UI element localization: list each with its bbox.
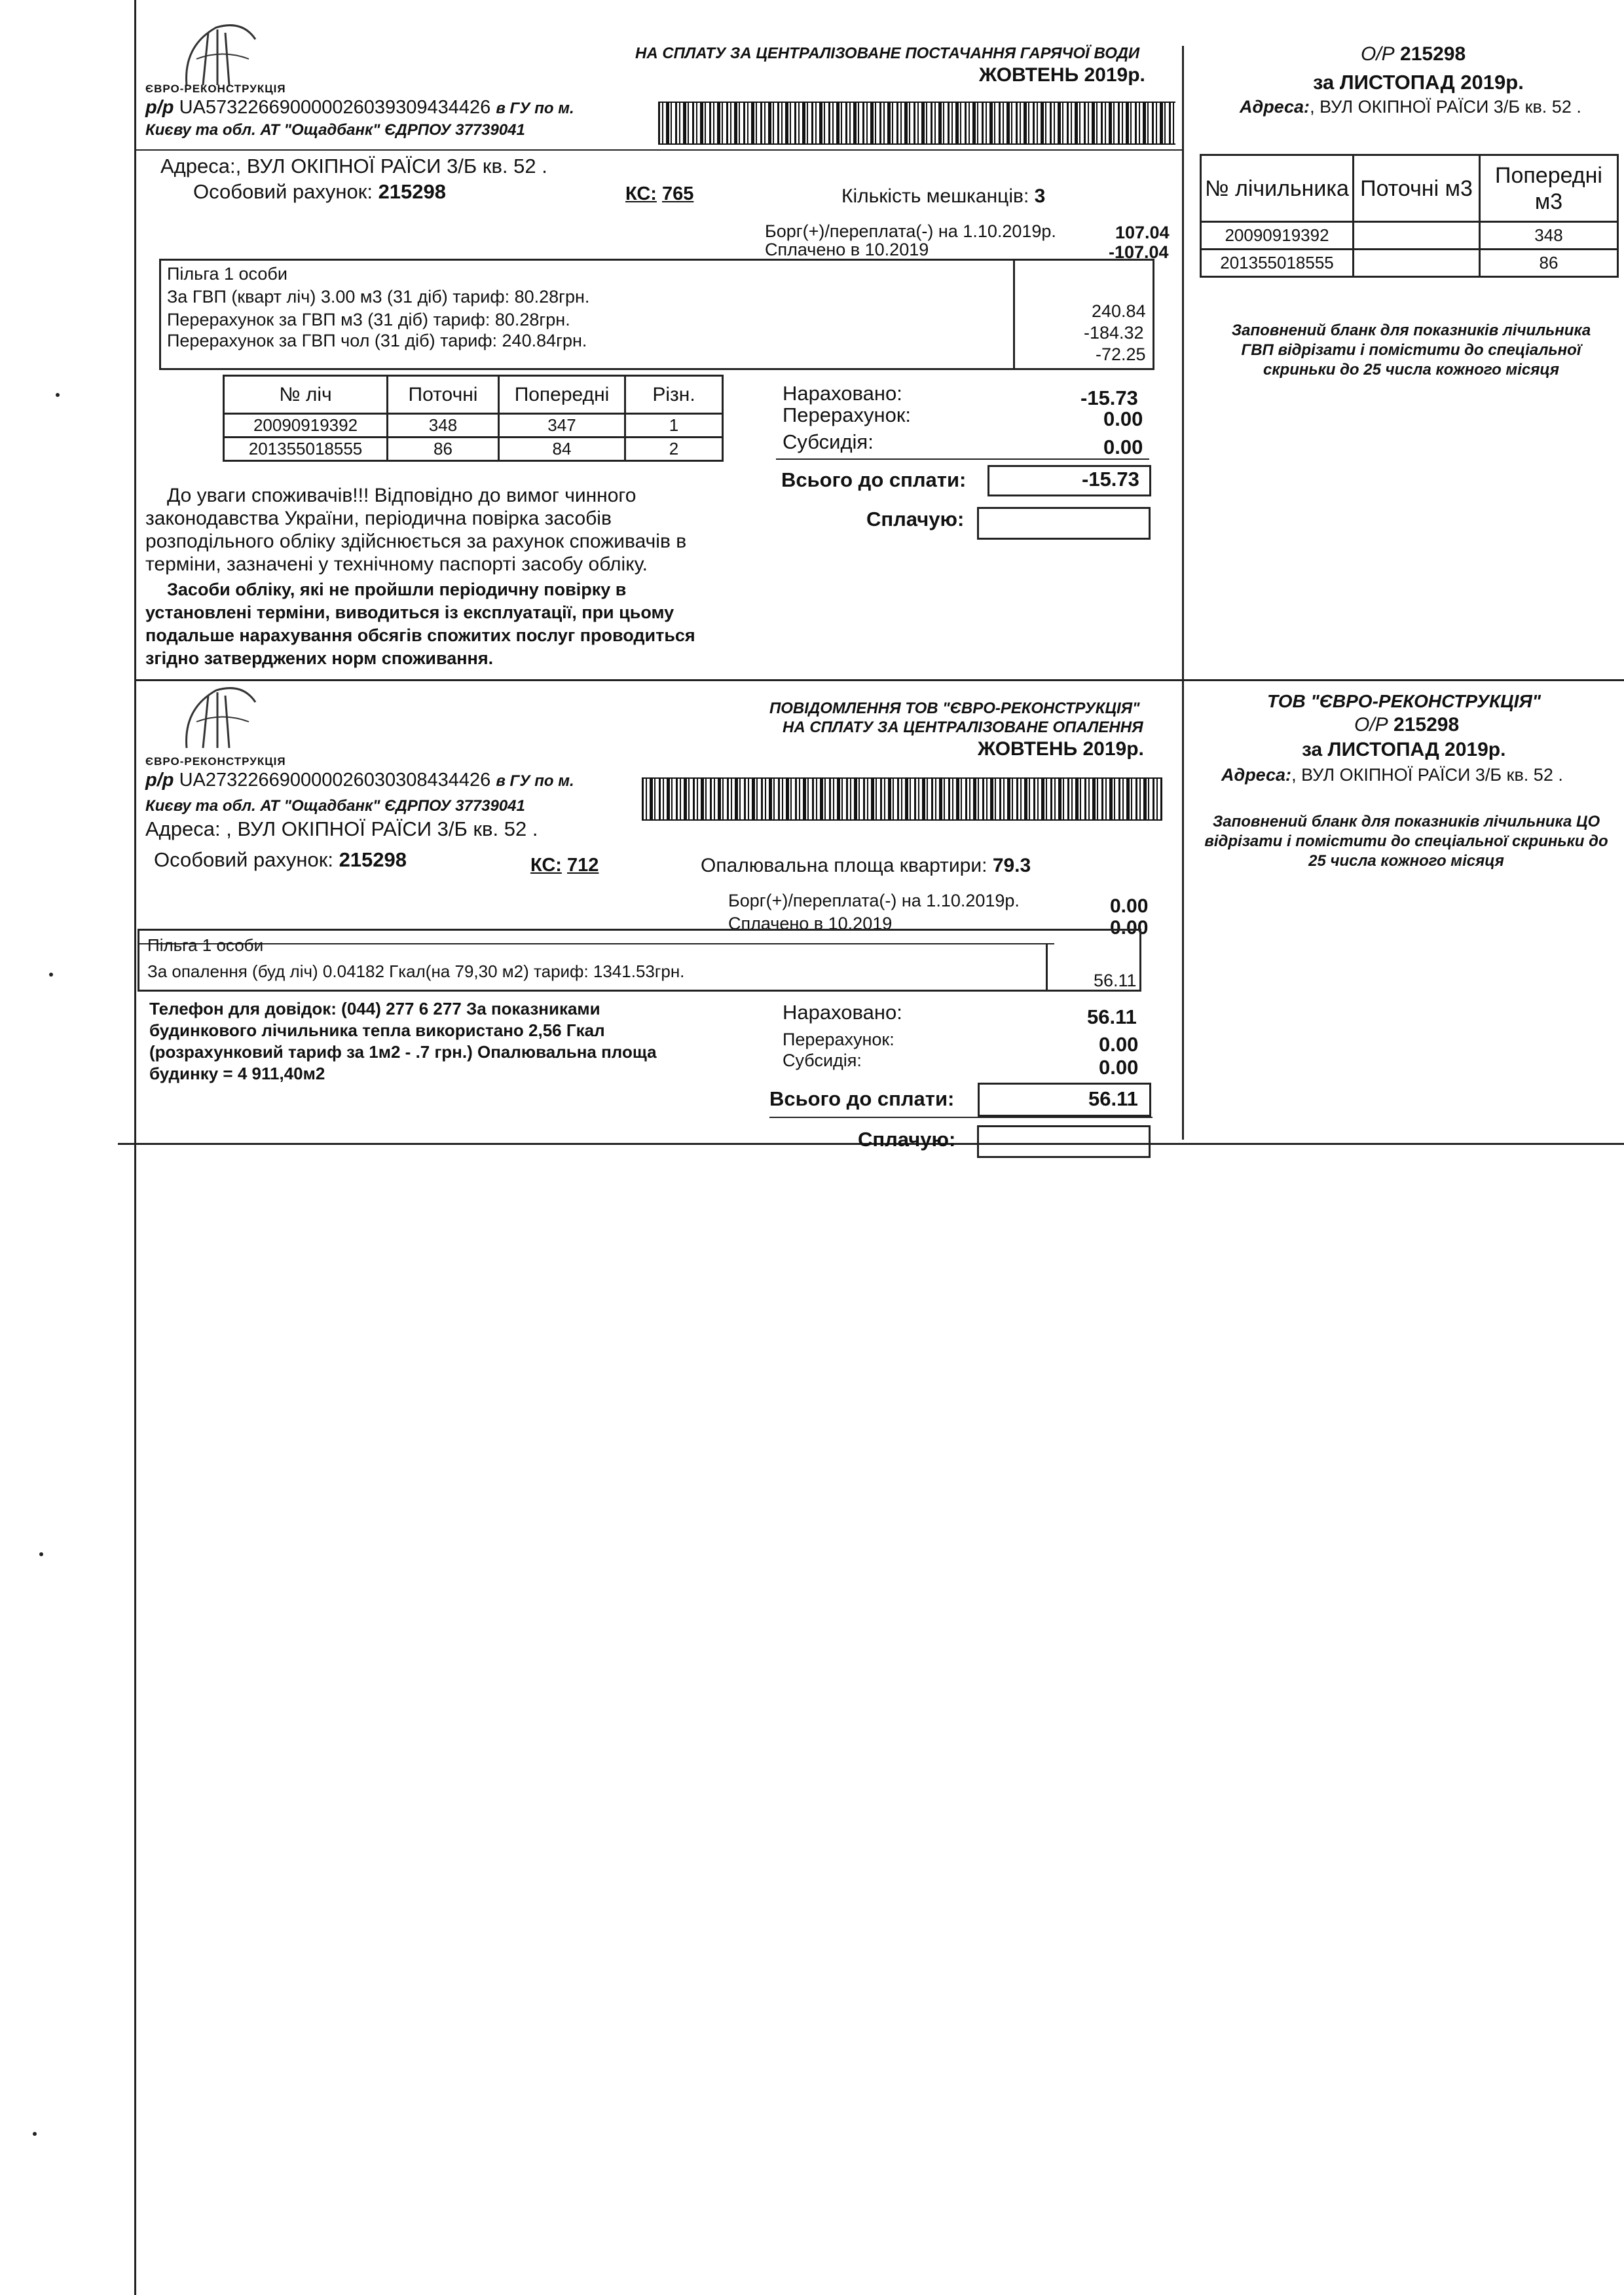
stub-divider-bottom [1182, 681, 1184, 1140]
account-iban: UA273226690000026030308434426 [179, 770, 491, 791]
left-margin-line [134, 0, 136, 2295]
hw-notice-bold-line: Засоби обліку, які не пройшли періодичну повірку в [167, 580, 627, 599]
punch-hole-dot [56, 393, 60, 397]
heat-charges-box [138, 929, 1141, 992]
address-value: , ВУЛ ОКІПНОЇ РАЇСИ 3/Б кв. 52 . [1291, 765, 1563, 785]
area-label: Опалювальна площа квартири: [701, 855, 987, 876]
hw-notice-line: розподільного обліку здійснюється за рахунок споживачів в [145, 531, 687, 552]
area-value: 79.3 [992, 855, 1031, 876]
hw-stub-note [1202, 321, 1621, 380]
op-value: 215298 [1393, 714, 1460, 736]
heat-total-rule [769, 1117, 1153, 1118]
heat-accrued-label: Нараховано: [783, 1001, 902, 1024]
hw-notice-bold-line: згідно затверджених норм споживання. [145, 648, 494, 668]
op-label: О/Р [1361, 43, 1395, 65]
heat-paid-value: 0.00 [1110, 917, 1149, 939]
heat-total-label: Всього до сплати: [769, 1087, 955, 1110]
note-line: скриньки до 25 числа кожного місяця [1263, 361, 1559, 379]
stub-header: № лічильника [1201, 155, 1354, 222]
heat-bank-line: Києву та обл. АТ "Ощадбанк" ЄДРПОУ 37739041 [145, 797, 525, 815]
account-prefix: р/р [145, 97, 174, 118]
heat-charges-divider [1046, 943, 1048, 992]
stub-cell: 348 [1480, 222, 1618, 250]
hw-ks [625, 183, 693, 205]
note-line: ГВП відрізати і помістити до спеціальної [1241, 341, 1581, 359]
hw-period: ЖОВТЕНЬ 2019р. [979, 64, 1145, 86]
meter-cell: 1 [625, 414, 723, 438]
punch-hole-dot [39, 1552, 43, 1556]
address-value: , ВУЛ ОКІПНОЇ РАЇСИ 3/Б кв. 52 . [1310, 97, 1581, 117]
hw-recalc-label: Перерахунок: [783, 403, 912, 426]
ks-value: 765 [661, 183, 694, 204]
hw-barcode [658, 102, 1175, 145]
stub-reading-input[interactable] [1354, 222, 1480, 250]
hw-notice-line: законодавства України, періодична повірка засобів [145, 508, 612, 529]
heat-personal-account [154, 848, 407, 872]
account-iban: UA573226690000026039309434426 [179, 97, 491, 118]
account-bank-suffix: в ГУ по м. [496, 772, 574, 790]
heat-info-line: (розрахунковий тариф за 1м2 - .7 грн.) Опалювальна площа [149, 1042, 657, 1062]
heat-info-line: будинкового лічильника тепла використано 2,56 Гкал [149, 1020, 605, 1040]
address-value: , ВУЛ ОКІПНОЇ РАЇСИ 3/Б кв. 52 . [220, 817, 538, 840]
hw-total-value: -15.73 [1082, 468, 1139, 491]
hw-total-rule [776, 458, 1149, 460]
heat-ks [530, 855, 599, 876]
meter-cell: 84 [499, 438, 625, 461]
hw-paid-label: Сплачено в 10.2019 [765, 240, 929, 259]
hw-charge-line: Перерахунок за ГВП чол (31 діб) тариф: 240.84грн. [167, 331, 587, 350]
hw-debt-value: 107.04 [1115, 223, 1170, 242]
heat-info-line: Телефон для довідок: (044) 277 6 277 За показниками [149, 999, 600, 1018]
hw-total-label: Всього до сплати: [781, 468, 967, 491]
company-logo-text: ЄВРО-РЕКОНСТРУКЦІЯ [145, 755, 286, 768]
heat-stub-note [1189, 812, 1624, 871]
hw-bank-account [145, 97, 574, 119]
hw-paid-value: -107.04 [1109, 242, 1169, 262]
meter-cell: 2 [625, 438, 723, 461]
hw-stub-period: за ЛИСТОПАД 2019р. [1313, 71, 1524, 94]
hw-accrued-value: -15.73 [1080, 386, 1138, 409]
op-label: О/Р [1354, 714, 1388, 736]
heat-title-line: ПОВІДОМЛЕННЯ ТОВ "ЄВРО-РЕКОНСТРУКЦІЯ" [769, 700, 1140, 717]
hw-pay-label: Сплачую: [866, 508, 965, 531]
note-line: 25 числа кожного місяця [1308, 852, 1504, 870]
meter-header: Різн. [625, 376, 723, 414]
hw-stub-op [1361, 43, 1466, 65]
hw-charge-line: Перерахунок за ГВП м3 (31 діб) тариф: 80.28грн. [167, 310, 570, 329]
heat-accrued-value: 56.11 [1087, 1005, 1137, 1028]
stub-cell: 20090919392 [1201, 222, 1354, 250]
stub-header: Попередні м3 [1480, 155, 1618, 222]
ks-label: КС: [530, 855, 562, 876]
personal-account-label: Особовий рахунок: [193, 180, 373, 203]
meter-cell: 201355018555 [224, 438, 388, 461]
heat-address [145, 817, 538, 841]
op-value: 215298 [1400, 43, 1466, 65]
personal-account-value: 215298 [339, 848, 407, 871]
heat-stub-company: ТОВ "ЄВРО-РЕКОНСТРУКЦІЯ" [1267, 691, 1541, 711]
heat-debt-value: 0.00 [1110, 895, 1149, 917]
heat-debt-label: Борг(+)/переплата(-) на 1.10.2019р. [728, 891, 1020, 910]
heat-pay-label: Сплачую: [858, 1128, 956, 1151]
table-row [1201, 250, 1618, 277]
meter-cell: 20090919392 [224, 414, 388, 438]
hw-title: НА СПЛАТУ ЗА ЦЕНТРАЛІЗОВАНЕ ПОСТАЧАННЯ ГАРЯЧОЇ ВОДИ [635, 45, 1140, 62]
table-row [224, 414, 723, 438]
heat-title-line: НА СПЛАТУ ЗА ЦЕНТРАЛІЗОВАНЕ ОПАЛЕННЯ [783, 718, 1143, 736]
heat-barcode [642, 777, 1162, 821]
hw-address-rule [134, 149, 1182, 151]
account-bank-suffix: в ГУ по м. [496, 100, 574, 117]
note-line: Заповнений бланк для показників лічильника ЦО [1212, 813, 1600, 830]
heat-paid-label: Сплачено в 10.2019 [728, 914, 893, 933]
heat-charges-divider [138, 943, 1054, 944]
heat-area [701, 855, 1031, 877]
heat-bank-account [145, 770, 574, 791]
heat-subsidy-label: Субсидія: [783, 1051, 862, 1070]
heat-period: ЖОВТЕНЬ 2019р. [978, 738, 1144, 760]
heat-benefit: Пільга 1 особи [147, 935, 264, 955]
stub-cell: 86 [1480, 250, 1618, 277]
hw-subsidy-value: 0.00 [1103, 436, 1143, 458]
stub-header: Поточні м3 [1354, 155, 1480, 222]
hw-debt-label: Борг(+)/переплата(-) на 1.10.2019р. [765, 221, 1056, 241]
hw-benefit: Пільга 1 особи [167, 264, 287, 284]
hw-charge-line: За ГВП (кварт ліч) 3.00 м3 (31 діб) тариф: 80.28грн. [167, 287, 590, 307]
section-divider [134, 679, 1624, 681]
ks-value: 712 [566, 855, 599, 876]
heat-charge-line: За опалення (буд ліч) 0.04182 Гкал(на 79,30 м2) тариф: 1341.53грн. [147, 961, 685, 981]
meter-cell: 348 [388, 414, 499, 438]
heat-pay-field[interactable] [977, 1125, 1151, 1158]
punch-hole-dot [49, 973, 53, 977]
hw-meter-table [223, 375, 724, 462]
residents-label: Кількість мешканців: [841, 185, 1029, 207]
company-logo-text: ЄВРО-РЕКОНСТРУКЦІЯ [145, 83, 286, 95]
meter-cell: 347 [499, 414, 625, 438]
hw-charge-value: 240.84 [1092, 301, 1146, 321]
table-row [1201, 222, 1618, 250]
hw-subsidy-label: Субсидія: [783, 430, 874, 453]
heat-stub-op [1354, 714, 1459, 736]
stub-reading-input[interactable] [1354, 250, 1480, 277]
hw-notice-bold-line: установлені терміни, виводиться із експлуатації, при цьому [145, 603, 674, 622]
address-value: , ВУЛ ОКІПНОЇ РАЇСИ 3/Б кв. 52 . [235, 155, 547, 177]
hw-charges-divider [1013, 259, 1015, 370]
heat-recalc-value: 0.00 [1099, 1033, 1139, 1056]
residents-value: 3 [1034, 185, 1046, 207]
address-label: Адреса: [1221, 765, 1292, 785]
hw-recalc-value: 0.00 [1103, 407, 1143, 430]
company-logo-icon [177, 682, 262, 751]
hw-charge-value: -72.25 [1096, 345, 1146, 364]
personal-account-value: 215298 [378, 180, 447, 203]
hw-notice-line: терміни, зазначені у технічному паспорті засобу обліку. [145, 553, 648, 575]
hw-address [160, 155, 547, 178]
stub-divider-top [1182, 46, 1184, 681]
heat-info-line: будинку = 4 911,40м2 [149, 1064, 325, 1083]
hw-notice-line: До уваги споживачів!!! Відповідно до вимог чинного [167, 485, 637, 506]
hw-stub-address [1240, 97, 1581, 117]
note-line: відрізати і помістити до спеціальної скриньки до [1204, 832, 1608, 850]
address-label: Адреса: [160, 155, 236, 177]
heat-stub-period: за ЛИСТОПАД 2019р. [1302, 739, 1506, 760]
hw-accrued-label: Нараховано: [783, 382, 902, 405]
account-prefix: р/р [145, 770, 174, 791]
company-logo-icon [177, 20, 262, 88]
hw-notice-bold-line: подальше нарахування обсягів спожитих послуг проводиться [145, 625, 695, 645]
hw-residents [841, 185, 1045, 208]
meter-header: Поточні [388, 376, 499, 414]
heat-total-value: 56.11 [1088, 1087, 1138, 1110]
note-line: Заповнений бланк для показників лічильника [1231, 322, 1591, 339]
personal-account-label: Особовий рахунок: [154, 848, 333, 871]
hw-stub-table [1200, 154, 1619, 278]
meter-cell: 86 [388, 438, 499, 461]
heat-stub-address [1221, 765, 1563, 785]
heat-subsidy-value: 0.00 [1099, 1056, 1139, 1079]
ks-label: КС: [625, 183, 657, 204]
stub-cell: 201355018555 [1201, 250, 1354, 277]
meter-header: № ліч [224, 376, 388, 414]
address-label: Адреса: [1240, 97, 1310, 117]
hw-personal-account [193, 180, 446, 204]
address-label: Адреса: [145, 817, 221, 840]
punch-hole-dot [33, 2132, 37, 2136]
hw-bank-line: Києву та обл. АТ "Ощадбанк" ЄДРПОУ 37739041 [145, 121, 525, 139]
hw-charge-value: -184.32 [1084, 323, 1144, 343]
meter-header: Попередні [499, 376, 625, 414]
heat-recalc-label: Перерахунок: [783, 1030, 895, 1049]
hw-pay-field[interactable] [977, 507, 1151, 540]
heat-charge-value: 56.11 [1094, 971, 1137, 990]
table-row [224, 438, 723, 461]
